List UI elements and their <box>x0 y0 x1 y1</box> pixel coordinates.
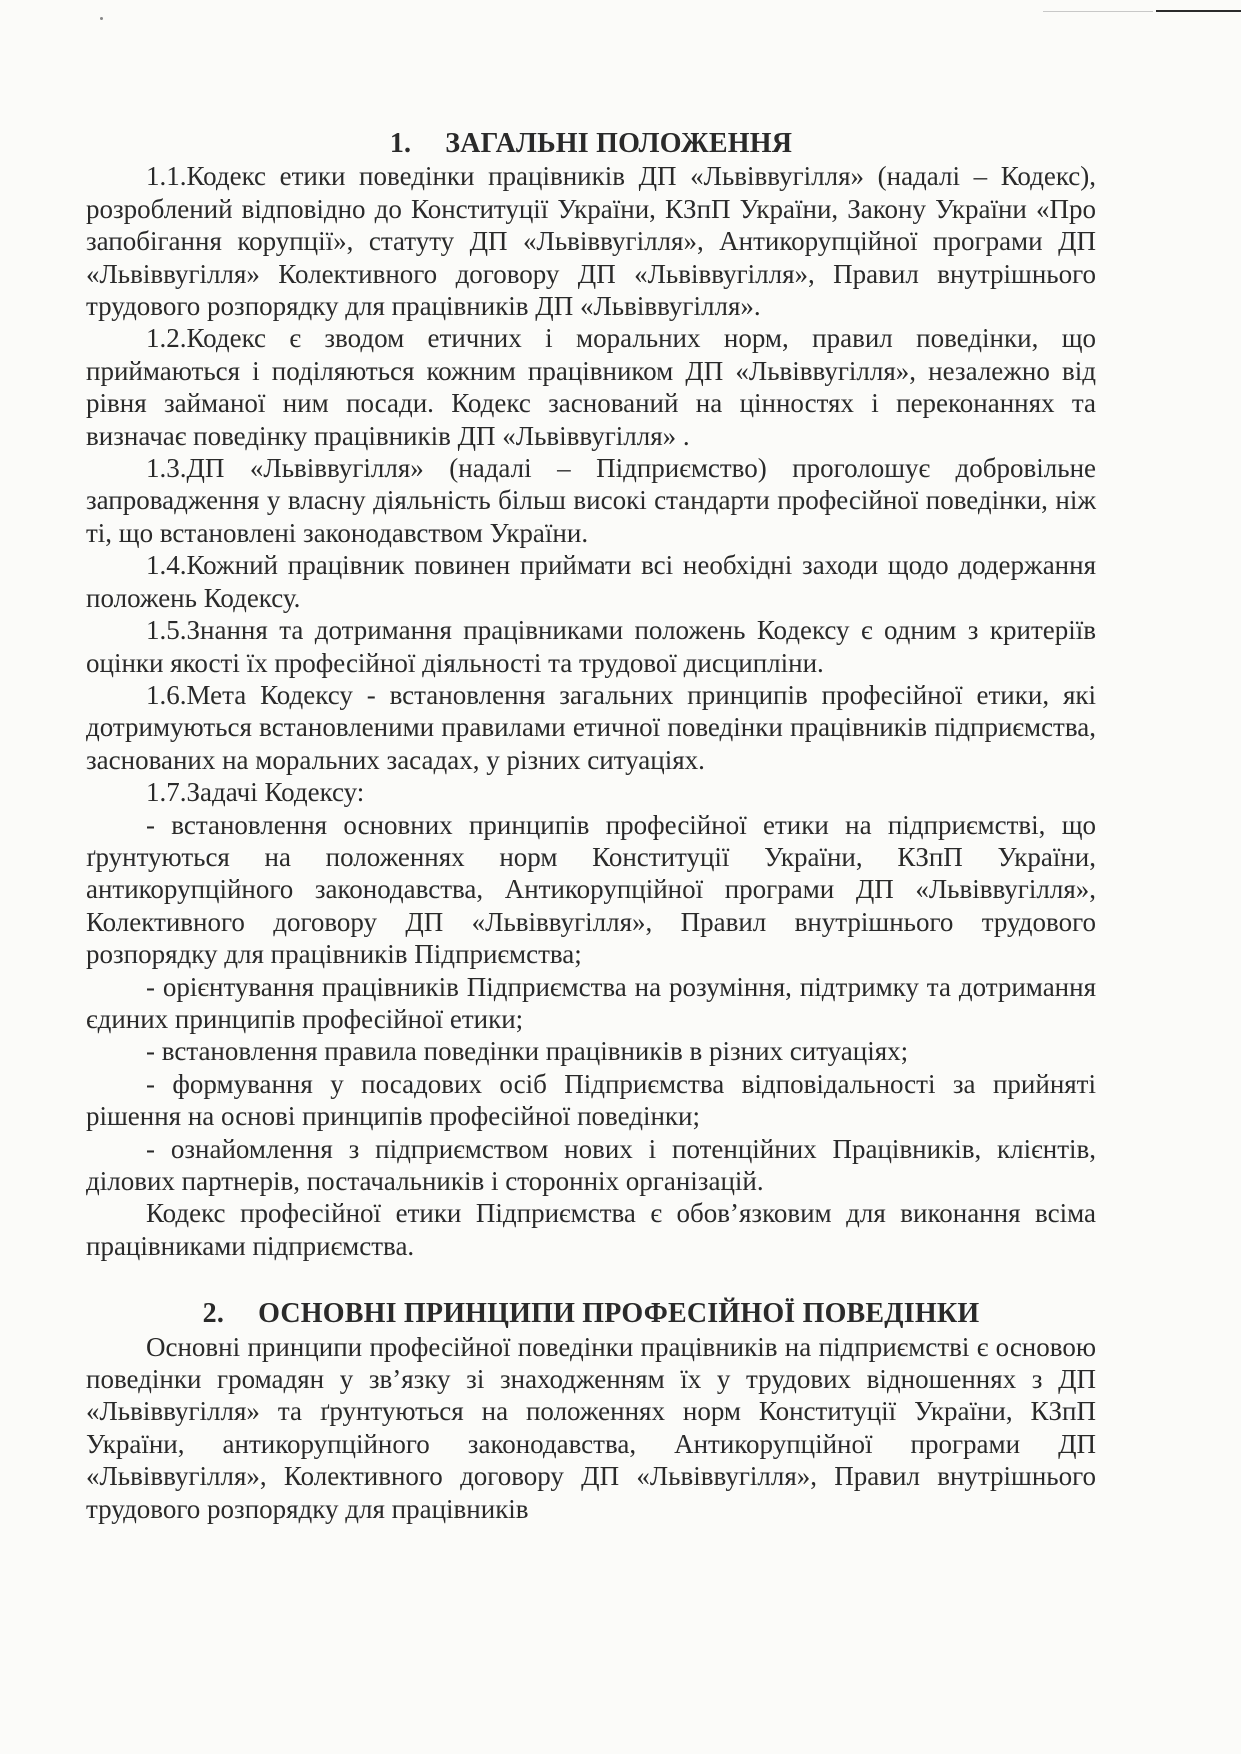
document-body <box>86 128 1096 1525</box>
section-1-heading <box>86 128 1096 160</box>
scan-edge-mark <box>1156 10 1241 12</box>
paragraph: 1.7.Задачі Кодексу: <box>146 777 365 808</box>
section-1-number: 1. <box>389 128 412 159</box>
scan-edge-mark-faint <box>1043 11 1153 12</box>
paragraph: 1.2.Кодекс є зводом етичних і моральних норм, правил поведінки, що приймаються і поділяються кожним працівником ДП «Львіввугілля», незалежно від рівня займаної ним посади. Кодекс заснований на цінностях і переконаннях та визначає поведінку працівників ДП «Львіввугілля» . <box>86 323 1096 451</box>
paragraph: - формування у посадових осіб Підприємства відповідальності за прийняті рішення на основі принципів професійної поведінки; <box>86 1068 1096 1132</box>
paragraph: - встановлення правила поведінки працівників в різних ситуаціях; <box>146 1036 909 1067</box>
section-2-heading <box>86 1298 1096 1330</box>
paragraph: Кодекс професійної етики Підприємства є обов’язковим для виконання всіма працівниками підприємства. <box>86 1198 1096 1261</box>
paragraph: 1.3.ДП «Львіввугілля» (надалі – Підприємство) проголошує добровільне запровадження у власну діяльність більш високі стандарти професійної поведінки, ніж ті, що встановлені законодавством України. <box>86 453 1096 548</box>
section-1-title: ЗАГАЛЬНІ ПОЛОЖЕННЯ <box>445 128 793 159</box>
section-2-title: ОСНОВНІ ПРИНЦИПИ ПРОФЕСІЙНОЇ ПОВЕДІНКИ <box>258 1298 980 1330</box>
paragraph: Основні принципи професійної поведінки працівників на підприємстві є основою поведінки громадян у зв’язку зі знаходженням їх у трудових відношеннях з ДП «Львіввугілля» та ґрунтуються на положеннях норм Конституції України, КЗпП України, антикорупційного законодавства, Антикорупційної програми ДП «Львіввугілля», Колективного договору ДП «Львіввугілля», Правил внутрішнього трудового розпорядку для працівників <box>86 1331 1096 1524</box>
section-1-body <box>86 160 1096 1262</box>
paragraph: 1.4.Кожний працівник повинен приймати всі необхідні заходи щодо додержання положень Кодексу. <box>86 550 1096 613</box>
scan-speck <box>100 17 103 20</box>
paragraph: - ознайомлення з підприємством нових і потенційних Працівників, клієнтів, ділових партнерів, постачальників і сторонніх організацій. <box>86 1133 1096 1196</box>
paragraph: - орієнтування працівників Підприємства на розуміння, підтримку та дотримання єдиних принципів професійної етики; <box>86 971 1096 1034</box>
section-2-number: 2. <box>202 1298 225 1330</box>
section-2-body <box>86 1331 1096 1525</box>
paragraph: 1.5.Знання та дотримання працівниками положень Кодексу є одним з критеріїв оцінки якості їх професійної діяльності та трудової дисципліни. <box>86 615 1096 678</box>
paragraph: - встановлення основних принципів професійної етики на підприємстві, що ґрунтуються на положеннях норм Конституції України, КЗпП України, антикорупційного законодавства, Антикорупційної програми ДП «Львіввугілля», Колективного договору ДП «Львіввугілля», Правил внутрішнього трудового розпорядку для працівників Підприємства; <box>86 809 1096 970</box>
paragraph: 1.6.Мета Кодексу - встановлення загальних принципів професійної етики, які дотримуються встановленими правилами етичної поведінки працівників підприємства, заснованих на моральних засадах, у різних ситуаціях. <box>86 679 1096 775</box>
paragraph: 1.1.Кодекс етики поведінки працівників ДП «Львіввугілля» (надалі – Кодекс), розроблений відповідно до Конституції України, КЗпП України, Закону України «Про запобігання корупції», статуту ДП «Львіввугілля», Антикорупційної програми ДП «Львіввугілля» Колективного договору ДП «Львіввугілля», Правил внутрішнього трудового розпорядку для працівників ДП «Львіввугілля». <box>86 161 1096 322</box>
section-gap <box>86 1262 1096 1298</box>
